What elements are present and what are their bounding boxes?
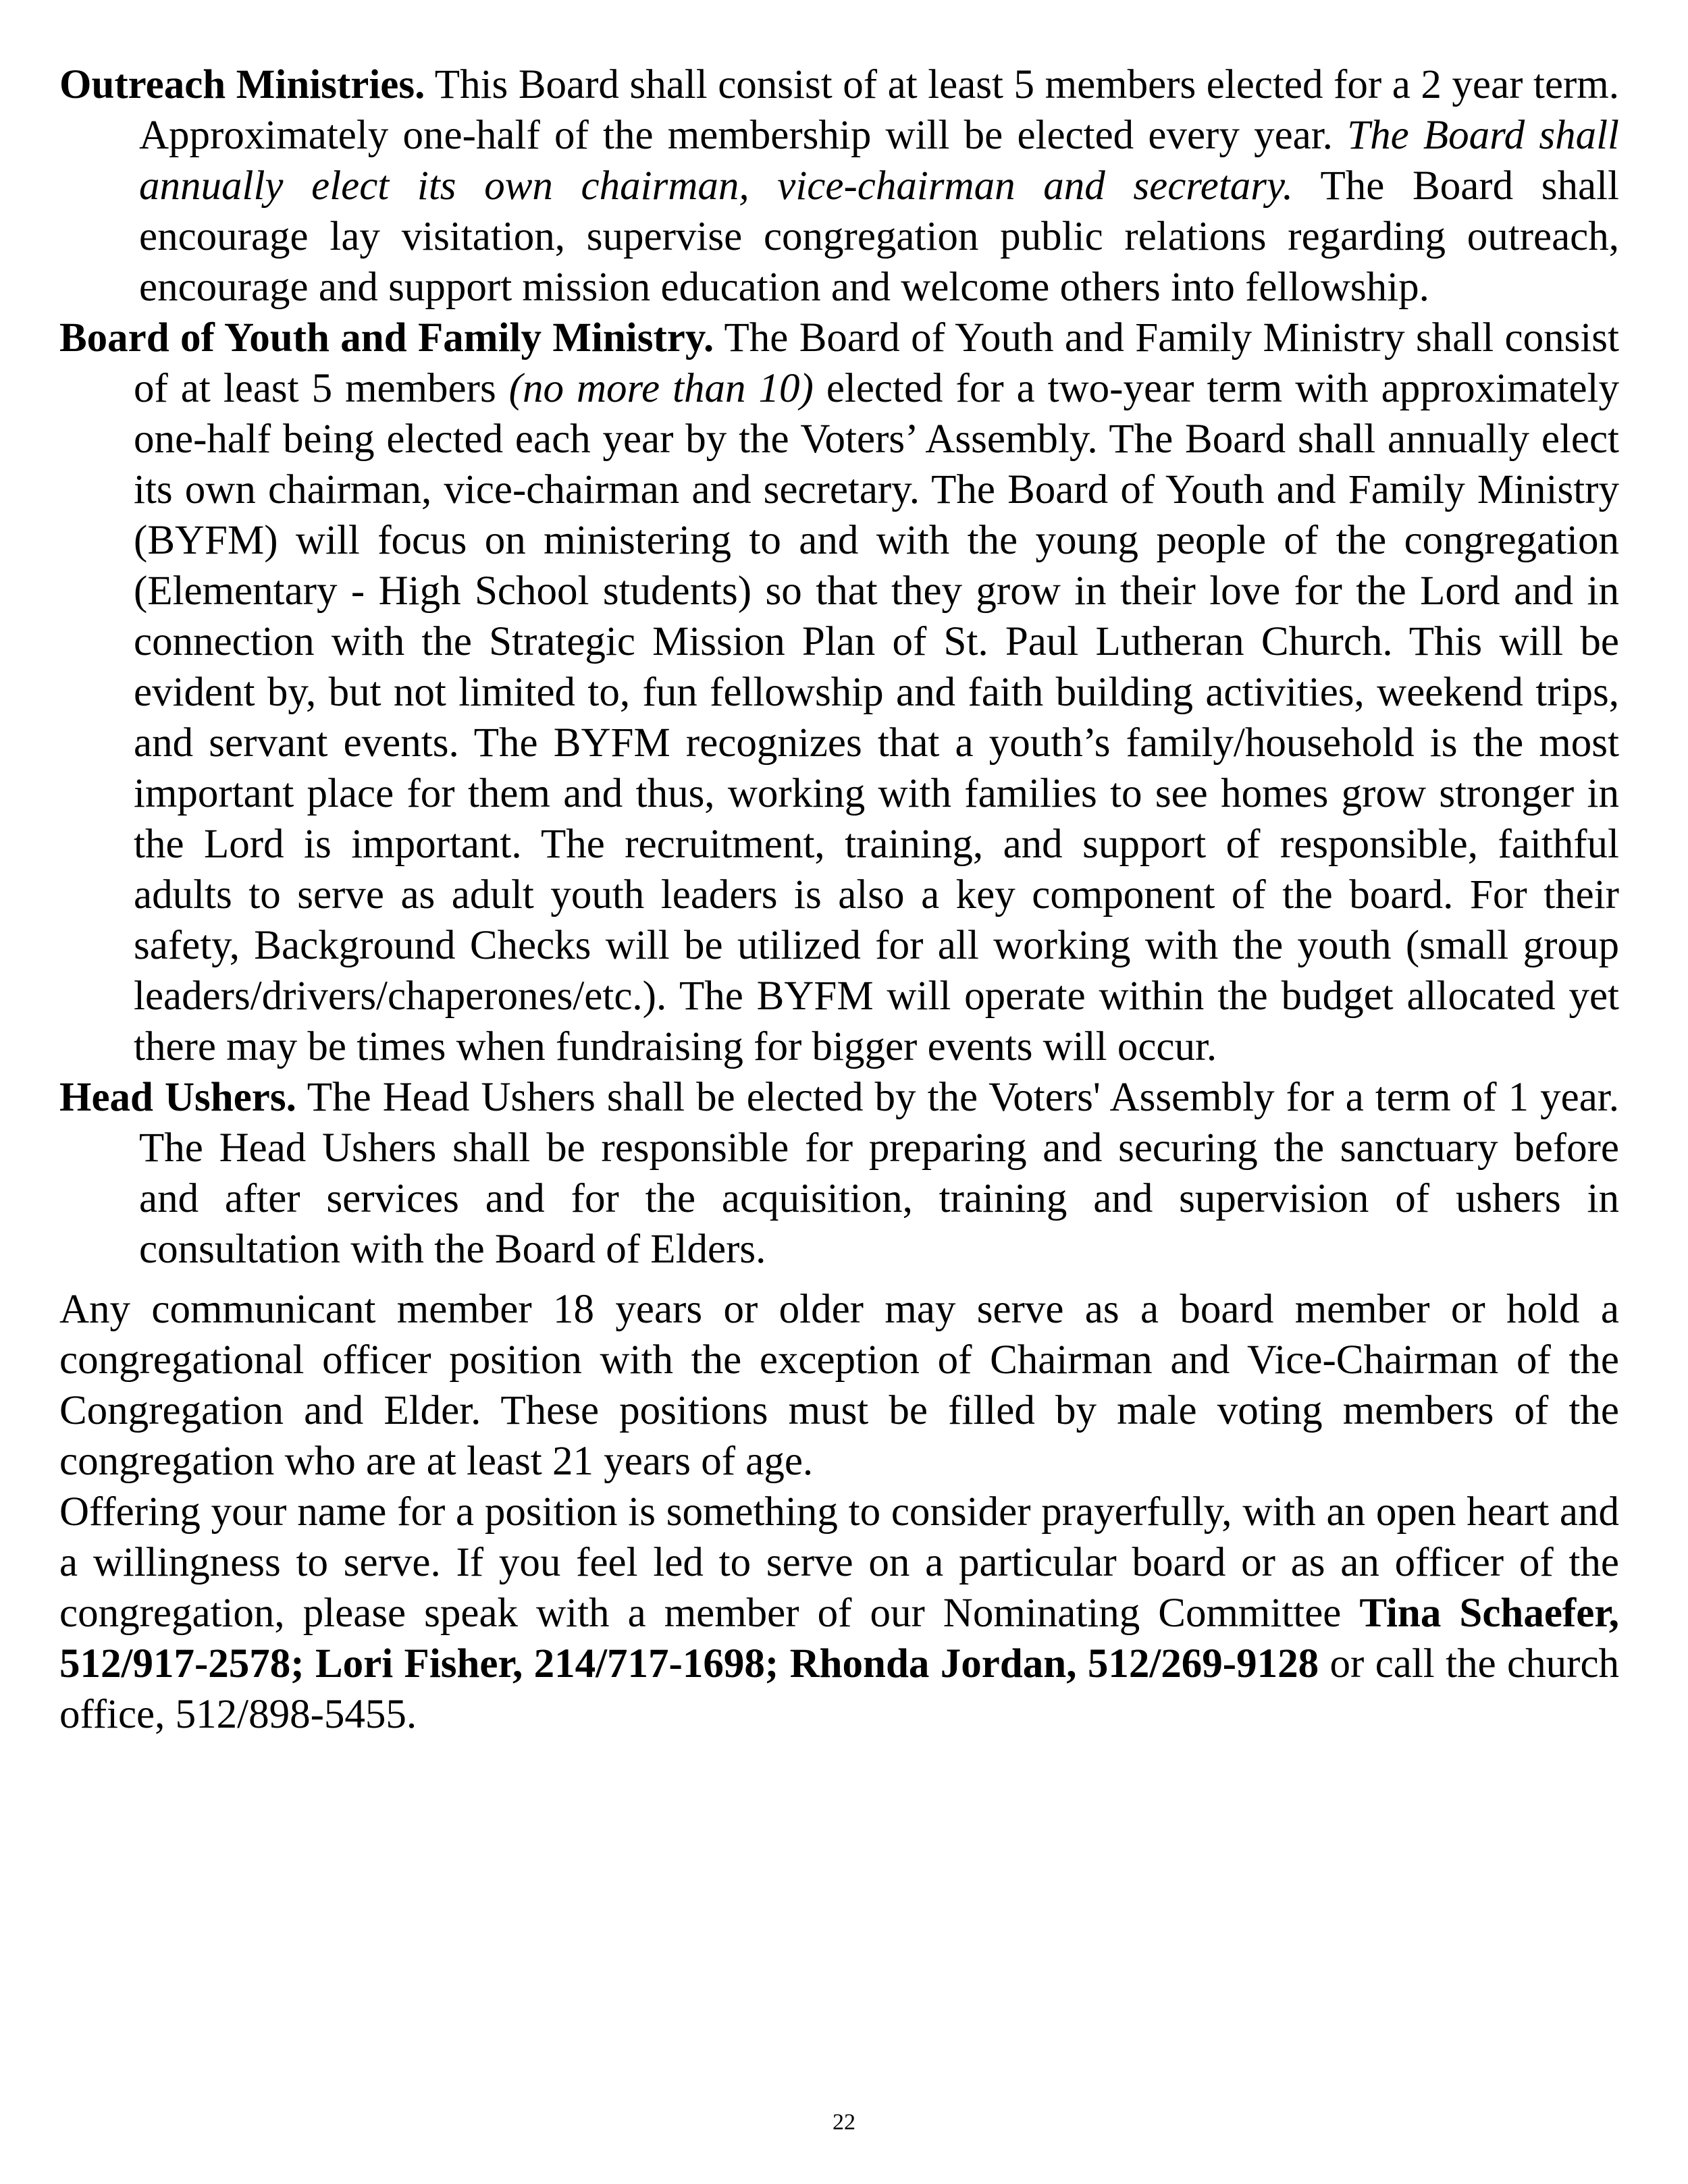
nominating-committee-contacts: Tina Schaefer, 512/917-2578; Lori Fisher, 214/717-1698; Rhonda Jordan, 512/269-9128: [59, 1591, 1620, 1686]
youth-family-ministry-section: [59, 313, 1619, 1072]
offering-paragraph: [59, 1487, 1619, 1740]
outreach-heading: Outreach Ministries.: [59, 62, 425, 107]
youth-italic-text: (no more than 10): [508, 366, 814, 411]
youth-text-1: The Board of Youth and Family Ministry shall consist of at least 5 members: [134, 315, 1619, 411]
page-number: 22: [833, 2110, 855, 2135]
outreach-italic-text: The Board shall annually elect its own chairman, vice-chairman and secretary.: [139, 113, 1619, 209]
ushers-heading: Head Ushers.: [59, 1075, 296, 1120]
outreach-text-1: This Board shall consist of at least 5 members elected for a 2 year term. Approximately one-half of the membership will be elected every year.: [139, 62, 1619, 158]
head-ushers-section: [59, 1072, 1619, 1275]
document-page: [59, 59, 1619, 1740]
youth-text-2: elected for a two-year term with approximately one-half being elected each year by the Voters’ Assembly. The Board shall annually elect its own chairman, vice-chairman and secretary. The Board of Youth and Family Ministry (BYFM) will focus on ministering to and with the young people of the congregation (Elementary - High School students) so that they grow in their love for the Lord and in connection with the Strategic Mission Plan of St. Paul Lutheran Church. This will be evident by, but not limited to, fun fellowship and faith building activities, weekend trips, and servant events. The BYFM recognizes that a youth’s family/household is the most important place for them and thus, working with families to see homes grow stronger in the Lord is important. The recruitment, training, and support of responsible, faithful adults to serve as adult youth leaders is also a key component of the board. For their safety, Background Checks will be utilized for all working with the youth (small group leaders/drivers/chaperones/etc.). The BYFM will operate within the budget allocated yet there may be times when fundraising for bigger events will occur.: [134, 366, 1619, 1069]
offering-text: Offering your name for a position is something to consider prayerfully, with an open heart and a willingness to serve. If you feel led to serve on a particular board or as an officer of the congregation, please speak with a member of our Nominating Committee: [59, 1489, 1619, 1636]
eligibility-paragraph: Any communicant member 18 years or older may serve as a board member or hold a congregational officer position with the exception of Chairman and Vice-Chairman of the Congregation and Elder. These positions must be filled by male voting members of the congregation who are at least 21 years of age.: [59, 1287, 1619, 1484]
ushers-text: The Head Ushers shall be elected by the Voters' Assembly for a term of 1 year. The Head Ushers shall be responsible for preparing and securing the sanctuary before and after services and for the acquisition, training and supervision of ushers in consultation with the Board of Elders.: [139, 1075, 1619, 1272]
youth-heading: Board of Youth and Family Ministry.: [59, 315, 714, 361]
outreach-ministries-section: [59, 59, 1619, 313]
outreach-text-2: The Board shall encourage lay visitation, supervise congregation public relations regarding outreach, encourage and support mission education and welcome others into fellowship.: [139, 163, 1619, 310]
offering-closing: or call the church office, 512/898-5455.: [59, 1641, 1620, 1737]
